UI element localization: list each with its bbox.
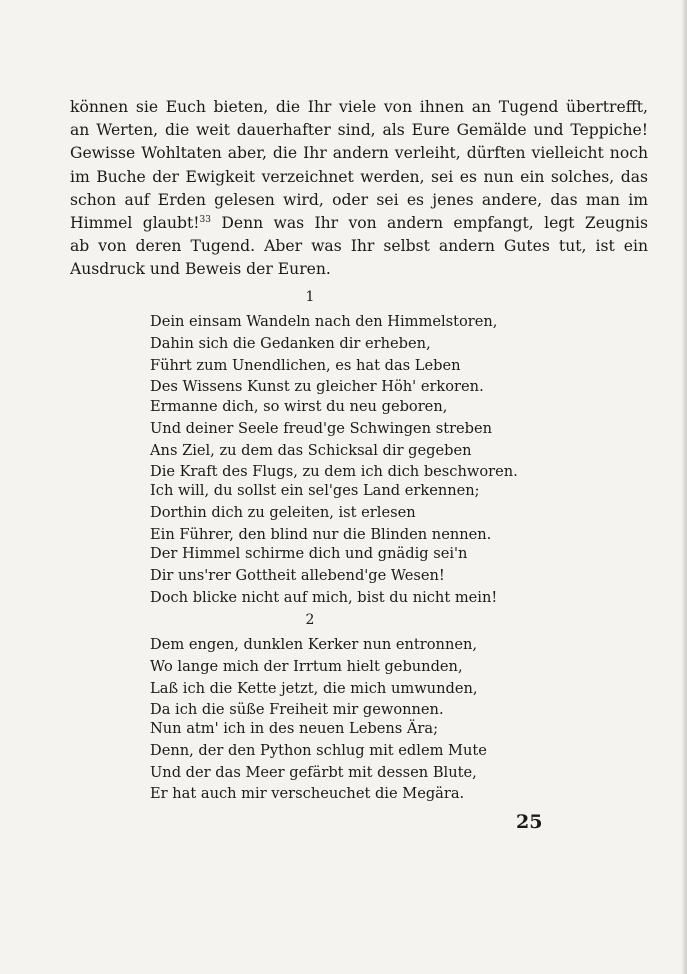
poem-2-stanza-2 <box>150 718 650 805</box>
prose-line-4: im Buche der Ewigkeit verzeichnet werden, sei es nun ein solches, das <box>70 167 648 186</box>
page-edge-shadow <box>681 0 687 974</box>
verse: Ich will, du sollst ein sel'ges Land erkennen; <box>150 482 480 499</box>
prose-line-7: ab von deren Tugend. Aber was Ihr selbst andern Gutes tut, ist ein <box>70 237 648 256</box>
poem-number-2: 2 <box>305 612 315 628</box>
verse: Doch blicke nicht auf mich, bist du nicht mein! <box>150 588 498 606</box>
verse: Und deiner Seele freud'ge Schwingen streben <box>150 419 493 437</box>
verse: Er hat auch mir verscheuchet die Megära. <box>150 785 465 803</box>
verse: Nun atm' ich in des neuen Lebens Ära; <box>150 720 439 737</box>
verse: Ermanne dich, so wirst du neu geboren, <box>150 398 448 415</box>
poem-1-stanza-2 <box>150 396 650 483</box>
verse: Der Himmel schirme dich und gnädig sei'n <box>150 545 468 562</box>
verse: Wo lange mich der Irrtum hielt gebunden, <box>150 657 463 675</box>
verse: Dahin sich die Gedanken dir erheben, <box>150 334 431 352</box>
verse: Ans Ziel, zu dem das Schicksal dir gegeben <box>150 441 472 459</box>
prose-line-3: Gewisse Wohltaten aber, die Ihr andern verleiht, dürften vielleicht noch <box>70 144 648 163</box>
verse: Führt zum Unendlichen, es hat das Leben <box>150 356 461 374</box>
prose-line-6-end: Denn was Ihr von andern empfangt, legt Zeugnis <box>221 214 648 233</box>
verse: Die Kraft des Flugs, zu dem ich dich beschworen. <box>150 463 518 481</box>
verse: Und der das Meer gefärbt mit dessen Blute, <box>150 763 477 781</box>
prose-line-6-start: Himmel glaubt! <box>70 214 200 233</box>
prose-line-5: schon auf Erden gelesen wird, oder sei es jenes andere, das man im <box>70 190 648 209</box>
verse: Da ich die süße Freiheit mir gewonnen. <box>150 701 444 719</box>
verse: Dir uns'rer Gottheit allebend'ge Wesen! <box>150 566 445 584</box>
verse: Ein Führer, den blind nur die Blinden nennen. <box>150 525 492 543</box>
poem-2-stanza-1 <box>150 634 650 721</box>
verse: Laß ich die Kette jetzt, die mich umwunden, <box>150 679 478 697</box>
prose-paragraph <box>70 96 648 282</box>
prose-line-2: an Werten, die weit dauerhafter sind, als Eure Gemälde und Teppiche! <box>70 121 648 140</box>
verse: Dein einsam Wandeln nach den Himmelstoren, <box>150 313 498 330</box>
verse: Denn, der den Python schlug mit edlem Mute <box>150 741 487 759</box>
prose-line-8: Ausdruck und Beweis der Euren. <box>70 260 331 279</box>
poem-1-stanza-3 <box>150 480 650 545</box>
poem-1-stanza-4 <box>150 543 650 608</box>
prose-line-1: können sie Euch bieten, die Ihr viele von ihnen an Tugend übertrefft, <box>70 98 648 116</box>
poem-1-stanza-1 <box>150 311 650 398</box>
poem-number-1: 1 <box>305 289 315 305</box>
verse: Dem engen, dunklen Kerker nun entronnen, <box>150 636 478 653</box>
verse: Dorthin dich zu geleiten, ist erlesen <box>150 503 416 521</box>
prose-line-6 <box>70 212 648 235</box>
verse: Des Wissens Kunst zu gleicher Höh' erkoren. <box>150 378 484 396</box>
page-number: 25 <box>516 811 543 833</box>
footnote-reference: 33 <box>199 214 211 225</box>
